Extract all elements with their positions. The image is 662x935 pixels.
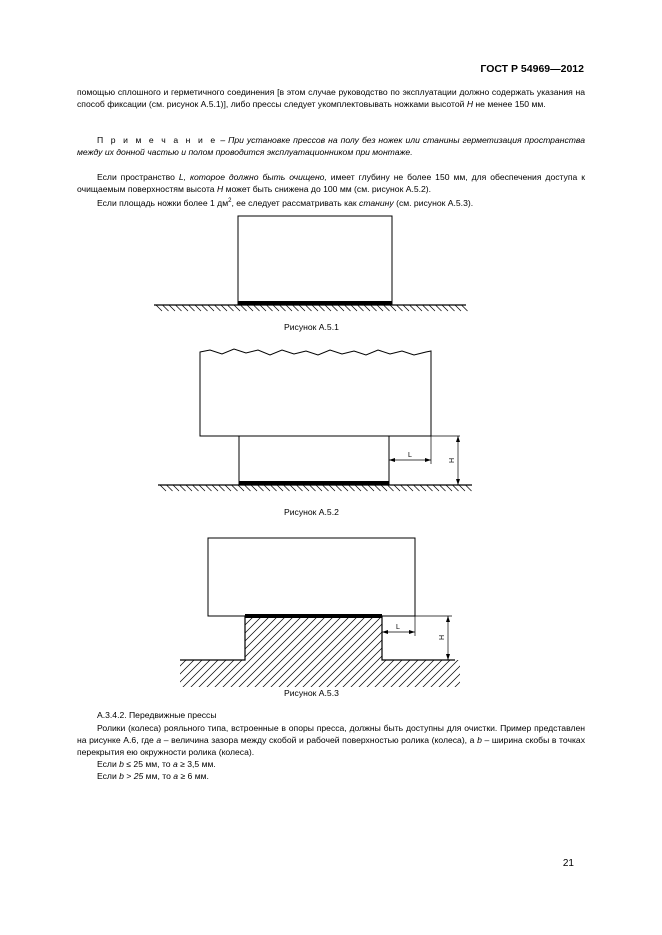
base-hatch-line bbox=[442, 542, 592, 692]
floor-hatch-line bbox=[449, 305, 455, 311]
press-base bbox=[239, 436, 389, 484]
floor-hatch-line bbox=[215, 305, 221, 311]
floor-hatch-line bbox=[247, 305, 253, 311]
floor-hatch-line bbox=[436, 305, 442, 311]
floor-hatch-line bbox=[293, 305, 299, 311]
floor-hatch-line bbox=[323, 485, 329, 491]
floor-hatch-line bbox=[453, 485, 459, 491]
dim-arrow-down bbox=[456, 479, 460, 485]
press-body bbox=[208, 538, 415, 616]
dim-arrow-up bbox=[456, 436, 460, 442]
dim-arrow-up bbox=[446, 616, 450, 622]
base-hatch-line bbox=[402, 542, 552, 692]
floor-hatching bbox=[156, 305, 468, 311]
floor-hatch-line bbox=[241, 305, 247, 311]
floor-hatch-line bbox=[336, 485, 342, 491]
floor-hatch-line bbox=[455, 305, 461, 311]
base-hatch-line bbox=[42, 542, 192, 692]
floor-hatch-line bbox=[167, 485, 173, 491]
floor-hatch-line bbox=[208, 305, 214, 311]
floor-hatch-line bbox=[397, 305, 403, 311]
floor-hatching bbox=[160, 485, 472, 491]
floor-hatch-line bbox=[338, 305, 344, 311]
base-hatch-line bbox=[34, 542, 184, 692]
base-hatch-line bbox=[450, 542, 600, 692]
floor-hatch-line bbox=[156, 305, 162, 311]
condition-line-2: Если b > 25 мм, то a ≥ 6 мм. bbox=[97, 771, 209, 781]
floor-hatch-line bbox=[407, 485, 413, 491]
base-hatch-line bbox=[50, 542, 200, 692]
dim-arrow-down bbox=[446, 654, 450, 660]
floor-hatch-line bbox=[299, 305, 305, 311]
floor-hatch-line bbox=[245, 485, 251, 491]
dim-l-label: L bbox=[396, 624, 400, 631]
floor-hatch-line bbox=[332, 305, 338, 311]
floor-hatch-line bbox=[277, 485, 283, 491]
floor-hatch-line bbox=[160, 485, 166, 491]
floor-hatch-line bbox=[410, 305, 416, 311]
figure-a51 bbox=[150, 212, 470, 322]
press-body bbox=[200, 349, 431, 436]
floor-hatch-line bbox=[433, 485, 439, 491]
floor-hatch-line bbox=[195, 305, 201, 311]
floor-hatch-line bbox=[440, 485, 446, 491]
dim-arrow-left bbox=[382, 630, 388, 634]
floor-hatch-line bbox=[225, 485, 231, 491]
dim-l-label: L bbox=[408, 452, 412, 459]
document-header: ГОСТ Р 54969—2012 bbox=[480, 63, 584, 75]
base-hatch-line bbox=[10, 542, 160, 692]
floor-hatch-line bbox=[212, 485, 218, 491]
base-hatch-line bbox=[74, 542, 224, 692]
floor-hatch-line bbox=[163, 305, 169, 311]
dim-h-label: H bbox=[449, 457, 456, 463]
floor-hatch-line bbox=[371, 305, 377, 311]
base-hatch-line bbox=[466, 542, 616, 692]
floor-hatch-line bbox=[176, 305, 182, 311]
floor-hatch-line bbox=[459, 485, 465, 491]
floor-hatch-line bbox=[319, 305, 325, 311]
floor-hatch-line bbox=[254, 305, 260, 311]
floor-hatch-line bbox=[462, 305, 468, 311]
floor-hatch-line bbox=[403, 305, 409, 311]
base-hatch-line bbox=[458, 542, 608, 692]
dim-arrow-right bbox=[409, 630, 415, 634]
floor-hatch-line bbox=[423, 305, 429, 311]
paragraph-foot-area: Если площадь ножки более 1 $дм^2$, ее следует рассматривать как станину (см. рисунок А.5.3). bbox=[97, 197, 474, 208]
figure-a53 bbox=[170, 532, 470, 692]
floor-hatch-line bbox=[364, 305, 370, 311]
floor-hatch-line bbox=[401, 485, 407, 491]
seal-strip bbox=[238, 301, 392, 305]
section-paragraph-rollers: Ролики (колеса) рояльного типа, встроенные в опоры пресса, должны быть доступны для очистки. Пример представлен на рисунке А.6, где a – величина зазора между скобой и рабочей поверхностью ролика (колеса), а b – ширина скобы в точках перекрытия ею окружности ролика (колеса). bbox=[77, 723, 585, 758]
floor-hatch-line bbox=[345, 305, 351, 311]
floor-hatch-line bbox=[189, 305, 195, 311]
floor-hatch-line bbox=[186, 485, 192, 491]
paragraph-sealed-connection: помощью сплошного и герметичного соединения [в этом случае руководство по эксплуатации должно содержать указания на способ фиксации (см. рисунок А.5.1)], либо прессы следует укомплектовывать ножками высотой H не менее 150 мм. bbox=[77, 87, 585, 110]
floor-hatch-line bbox=[442, 305, 448, 311]
floor-hatch-line bbox=[221, 305, 227, 311]
floor-hatch-line bbox=[251, 485, 257, 491]
caption-a52: Рисунок А.5.2 bbox=[284, 507, 339, 517]
floor-hatch-line bbox=[286, 305, 292, 311]
floor-hatch-line bbox=[284, 485, 290, 491]
figure-a52 bbox=[150, 346, 480, 506]
floor-hatch-line bbox=[362, 485, 368, 491]
dim-arrow-left bbox=[389, 458, 395, 462]
floor-hatch-line bbox=[264, 485, 270, 491]
floor-hatch-line bbox=[351, 305, 357, 311]
press-body bbox=[238, 216, 392, 304]
floor-hatch-line bbox=[388, 485, 394, 491]
floor-hatch-line bbox=[429, 305, 435, 311]
floor-hatch-line bbox=[173, 485, 179, 491]
section-title: А.3.4.2. Передвижные прессы bbox=[97, 710, 217, 720]
base-hatch-line bbox=[66, 542, 216, 692]
floor-hatch-line bbox=[271, 485, 277, 491]
base-outline bbox=[180, 616, 455, 660]
base-hatch-line bbox=[18, 542, 168, 692]
base-hatch-line bbox=[434, 542, 584, 692]
floor-hatch-line bbox=[310, 485, 316, 491]
floor-hatch-line bbox=[420, 485, 426, 491]
floor-hatch-line bbox=[267, 305, 273, 311]
floor-hatch-line bbox=[280, 305, 286, 311]
paragraph-space-l: Если пространство L, которое должно быть очищено, имеет глубину не более 150 мм, для обеспечения доступа к очищаемым поверхностям высота H может быть снижена до 100 мм (см. рисунок А.5.2). bbox=[77, 172, 585, 195]
base-hatch-line bbox=[418, 542, 568, 692]
note-paragraph: П р и м е ч а н и е – При установке прессов на полу без ножек или станины герметизация пространства между их донной частью и полом проводится эксплуатационником при монтаже. bbox=[77, 135, 585, 158]
floor-hatch-line bbox=[258, 485, 264, 491]
floor-hatch-line bbox=[368, 485, 374, 491]
dim-h-label: H bbox=[439, 634, 446, 640]
floor-hatch-line bbox=[390, 305, 396, 311]
note-label: П р и м е ч а н и е bbox=[97, 135, 218, 145]
floor-hatch-line bbox=[377, 305, 383, 311]
floor-hatch-line bbox=[394, 485, 400, 491]
floor-hatch-line bbox=[446, 485, 452, 491]
base-hatch-line bbox=[410, 542, 560, 692]
floor-hatch-line bbox=[169, 305, 175, 311]
floor-hatch-line bbox=[427, 485, 433, 491]
floor-hatch-line bbox=[228, 305, 234, 311]
base-hatch-line bbox=[26, 542, 176, 692]
floor-hatch-line bbox=[193, 485, 199, 491]
page-number: 21 bbox=[562, 858, 574, 869]
floor-hatch-line bbox=[312, 305, 318, 311]
floor-hatch-line bbox=[297, 485, 303, 491]
floor-hatch-line bbox=[375, 485, 381, 491]
caption-a53: Рисунок А.5.3 bbox=[284, 688, 339, 698]
condition-line-1: Если b ≤ 25 мм, то a ≥ 3,5 мм. bbox=[97, 759, 216, 769]
floor-hatch-line bbox=[260, 305, 266, 311]
floor-hatch-line bbox=[199, 485, 205, 491]
floor-hatch-line bbox=[466, 485, 472, 491]
floor-hatch-line bbox=[232, 485, 238, 491]
floor-hatch-line bbox=[206, 485, 212, 491]
floor-hatch-line bbox=[234, 305, 240, 311]
floor-hatch-line bbox=[290, 485, 296, 491]
floor-hatch-line bbox=[316, 485, 322, 491]
base-hatch-line bbox=[426, 542, 576, 692]
floor-hatch-line bbox=[273, 305, 279, 311]
floor-hatch-line bbox=[219, 485, 225, 491]
floor-hatch-line bbox=[414, 485, 420, 491]
floor-hatch-line bbox=[180, 485, 186, 491]
floor-hatch-line bbox=[303, 485, 309, 491]
floor-hatch-line bbox=[355, 485, 361, 491]
floor-hatch-line bbox=[325, 305, 331, 311]
floor-hatch-line bbox=[182, 305, 188, 311]
dim-arrow-right bbox=[425, 458, 431, 462]
floor-hatch-line bbox=[416, 305, 422, 311]
floor-hatch-line bbox=[358, 305, 364, 311]
floor-hatch-line bbox=[349, 485, 355, 491]
base-hatch-line bbox=[58, 542, 208, 692]
caption-a51: Рисунок А.5.1 bbox=[284, 322, 339, 332]
base-hatch-line bbox=[394, 542, 544, 692]
floor-hatch-line bbox=[381, 485, 387, 491]
floor-hatch-line bbox=[384, 305, 390, 311]
floor-hatch-line bbox=[238, 485, 244, 491]
floor-hatch-line bbox=[202, 305, 208, 311]
floor-hatch-line bbox=[329, 485, 335, 491]
floor-hatch-line bbox=[342, 485, 348, 491]
floor-hatch-line bbox=[306, 305, 312, 311]
